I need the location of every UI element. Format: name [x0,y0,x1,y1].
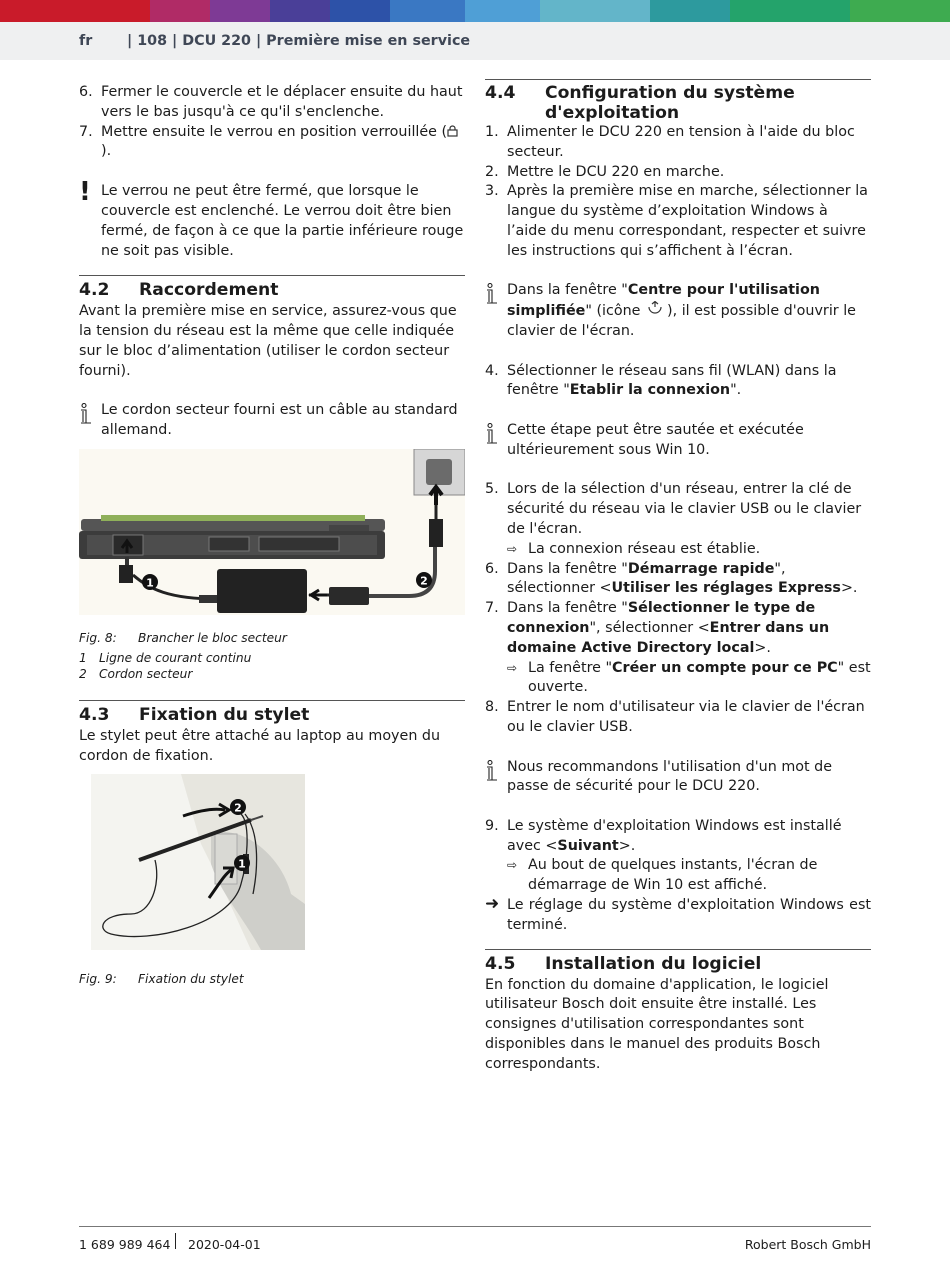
section-4-3 [79,700,465,987]
info-note [79,401,465,441]
section-number: 4.5 [485,953,516,974]
figure-caption: Fig. 8: Brancher le bloc secteur [79,630,287,645]
bar-segment [150,0,210,22]
section-body: En fonction du domaine d'application, le logiciel utilisateur Bosch doit ensuite être installé. Les consignes d'utilisation correspondantes sont disponibles dans le manuel des produits Bosch correspondants. [485,976,829,1072]
bar-segment [270,0,330,22]
result-arrow-icon: ⇨ [507,660,518,675]
company-name: Robert Bosch GmbH [744,1237,871,1252]
list-item: 9. Le système d'exploitation Windows est installé avec <Suivant>. [485,817,842,854]
list-item [79,83,465,123]
bar-segment [540,0,650,22]
note-text: Le cordon secteur fourni est un câble au standard allemand. [101,402,458,439]
list-item: 6. Dans la fenêtre "Démarrage rapide", sélectionner <Utiliser les réglages Express>. [485,560,858,597]
stylus-figure [91,774,305,950]
section-number: 4.2 [79,280,110,301]
list-item [79,123,465,163]
section-heading [485,83,871,123]
power-supply-figure [79,449,465,615]
arrow-right-icon: ➜ [485,894,500,915]
page-footer [79,1226,871,1252]
bar-segment [210,0,270,22]
section-body: Avant la première mise en service, assurez-vous que la tension du réseau est la même que celle indiquée sur le bloc d’alimentation (utiliser le cordon secteur fourni). [79,303,457,379]
list-item: 4. Sélectionner le réseau sans fil (WLAN) dans la fenêtre "Etablir la connexion". [485,362,837,399]
bar-segment [465,0,540,22]
step-text: Mettre ensuite le verrou en position verrouillée (). [101,123,465,163]
bar-segment [390,0,465,22]
list-item: 1. Alimenter le DCU 220 en tension à l'aide du bloc secteur. [485,124,855,160]
step-text: Fermer le couvercle et le déplacer ensuite du haut vers le bas jusqu'à ce qu'il s'enclenche. [101,84,463,120]
info-icon [485,423,499,445]
note-text: Dans la fenêtre "Centre pour l'utilisation simplifiée" (icône ), il est possible d'ouvrir le clavier de l'écran. [507,282,856,339]
step-number: 6. [79,84,93,100]
note-text: Nous recommandons l'utilisation d'un mot de passe de sécurité pour le DCU 220. [507,758,833,795]
bar-segment [330,0,390,22]
info-note [485,421,871,461]
legend-item: 2 Cordon secteur [79,666,193,681]
step-number: 7. [79,123,93,140]
left-column [79,83,465,987]
callout-1: 1 [238,857,246,871]
section-title: Raccordement [139,280,279,301]
list-item: 2. Mettre le DCU 220 en marche. [485,163,725,180]
result-arrow-icon: ⇨ [507,541,518,556]
result-item: ⇨ Au bout de quelques instants, l'écran de démarrage de Win 10 est affiché. [507,857,818,894]
list-item: 8. Entrer le nom d'utilisateur via le clavier de l'écran ou le clavier USB. [485,699,865,735]
section-title: Installation du logiciel [545,953,762,974]
info-icon [485,760,499,782]
section-title: Fixation du stylet [139,704,310,725]
legend-item: 1 Ligne de courant continu [79,650,252,665]
section-4-4 [485,79,871,936]
section-4-5 [485,949,871,1075]
figure-caption: Fig. 9: Fixation du stylet [79,972,244,987]
document-date: 2020-04-01 [188,1237,261,1252]
breadcrumb: | 108 | DCU 220 | Première mise en service [127,33,471,49]
brand-color-bar [0,0,950,22]
result-item: ⇨ La connexion réseau est établie. [485,540,871,560]
section-title: Configuration du système d'exploitation [545,83,795,123]
info-note [485,758,871,798]
warning-note [79,177,465,261]
footer-divider [175,1233,176,1249]
note-text: Cette étape peut être sautée et exécutée ultérieurement sous Win 10. [507,421,804,458]
padlock-icon [447,125,458,137]
result-item: ⇨ La fenêtre "Créer un compte pour ce PC" est ouverte. [507,659,871,696]
callout-1: 1 [146,576,154,590]
list-item: 3. Après la première mise en marche, sélectionner la langue du système d’exploitation Windows à l’aide du menu correspondant, respecter et suivre les instructions qui s’affichent à l’écran. [485,183,868,259]
document-number: 1 689 989 464 [79,1237,171,1252]
callout-2: 2 [234,801,242,815]
page-header [0,22,950,60]
section-number: 4.4 [485,83,516,103]
list-item: 7. Dans la fenêtre "Sélectionner le type de connexion", sélectionner <Entrer dans un domaine Active Directory local>. [485,600,830,656]
result-arrow-icon: ⇨ [507,858,518,873]
info-note [485,281,871,341]
warning-text: Le verrou ne peut être fermé, que lorsque le couvercle est enclenché. Le verrou doit être bien fermé, de façon à ce que la partie inférieure rouge ne soit pas visible. [101,183,464,259]
info-icon [485,283,499,305]
bar-segment [850,0,950,22]
info-icon [79,403,93,425]
bar-segment [650,0,730,22]
callout-2: 2 [420,574,428,588]
section-body: Le stylet peut être attaché au laptop au moyen du cordon de fixation. [79,727,441,764]
bar-segment [730,0,850,22]
section-4-2 [79,275,465,681]
right-column [485,79,871,1075]
ease-of-access-icon [645,301,667,317]
language-code: fr [79,33,93,49]
section-number: 4.3 [79,704,110,725]
bar-segment [0,0,150,22]
exclamation-icon: ! [79,177,91,208]
list-item: 5. Lors de la sélection d'un réseau, entrer la clé de sécurité du réseau via le clavier USB ou le clavier de l'écran. [485,481,862,537]
final-result: ➜ Le réglage du système d'exploitation Windows est terminé. [485,894,871,933]
